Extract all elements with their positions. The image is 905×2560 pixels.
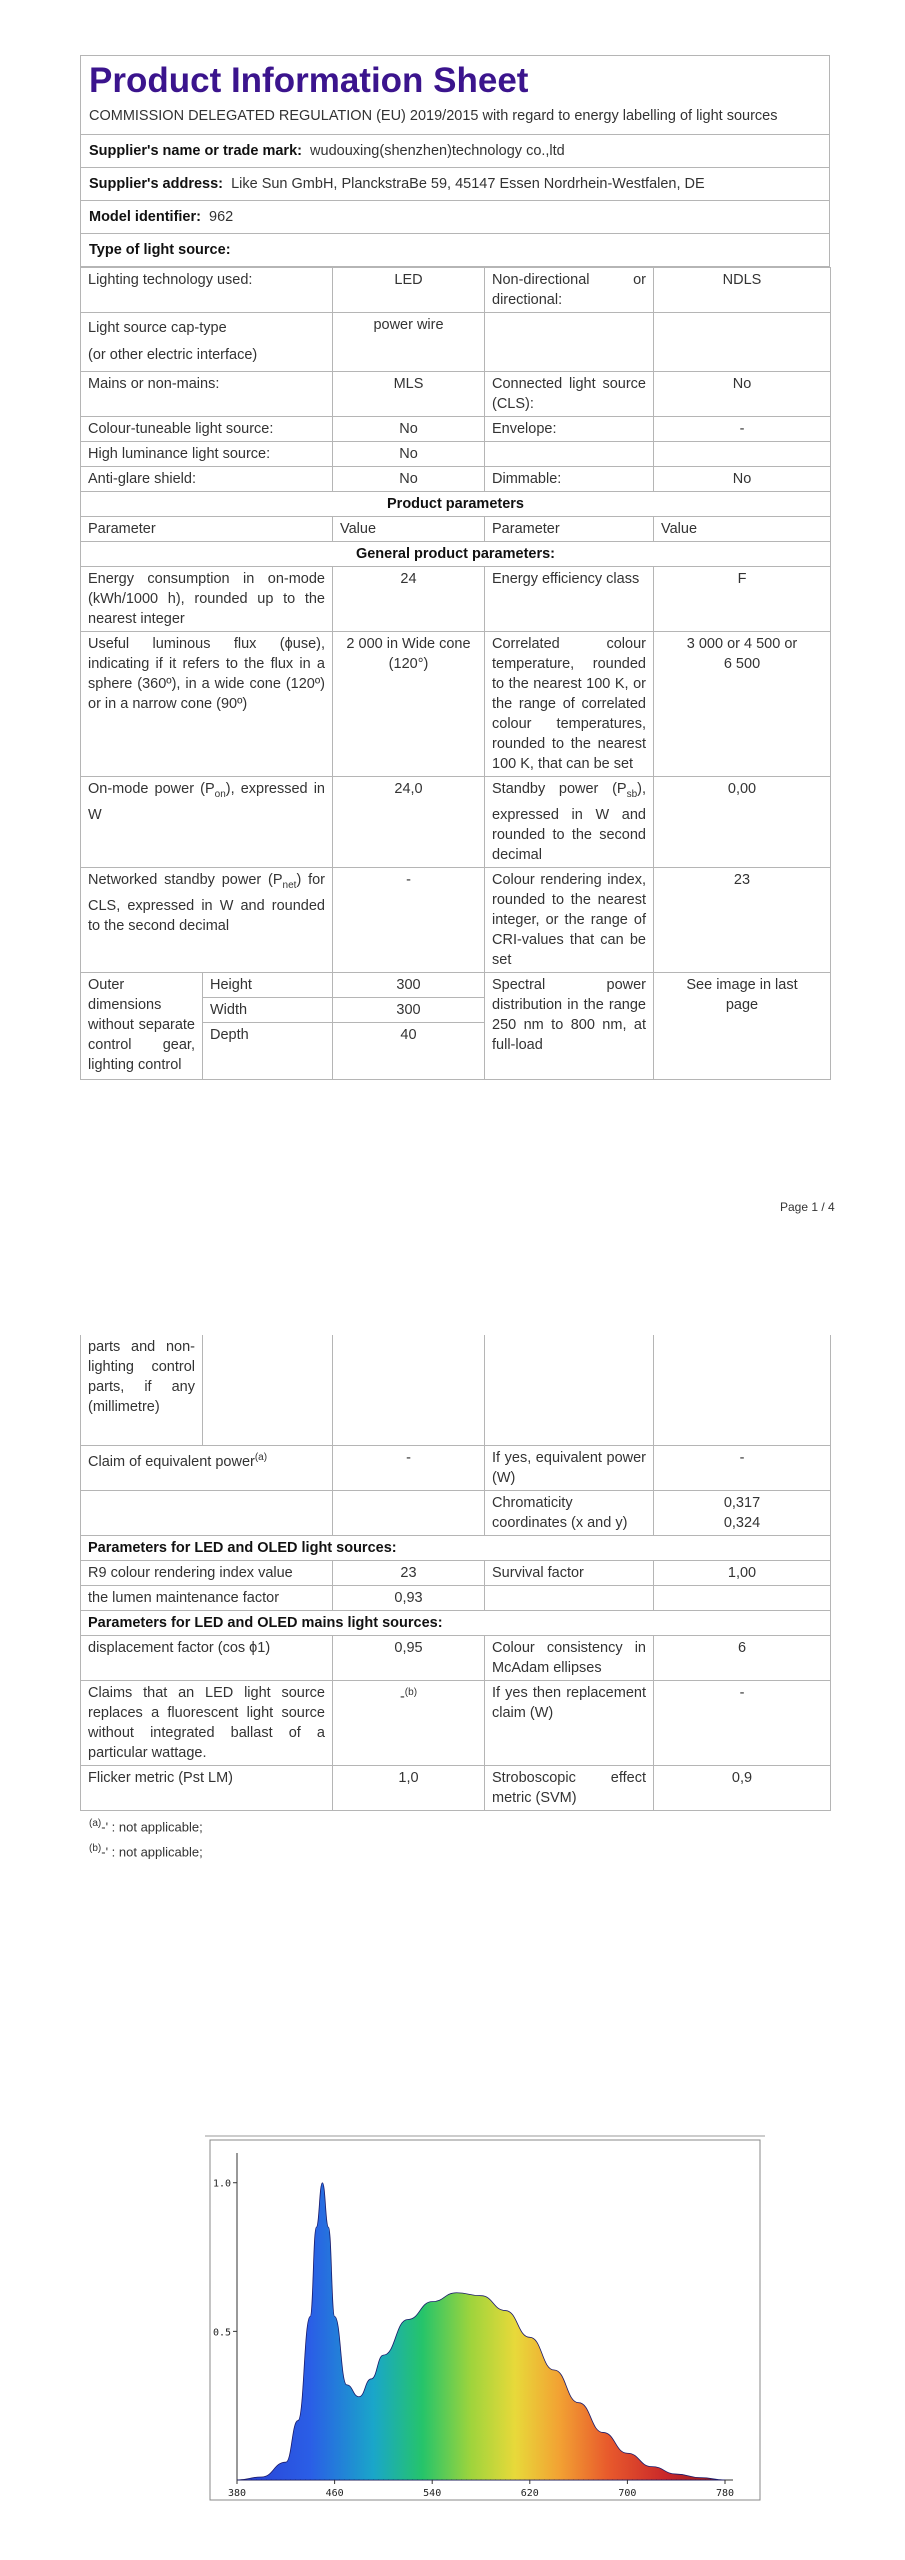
table-row	[81, 1681, 831, 1766]
onmode-power-value: 24,0	[333, 777, 485, 868]
spd-value: See image in last page	[654, 972, 831, 1079]
directional-label: Non-directional or directional:	[485, 268, 654, 313]
y-tick-label-1.0: 1.0	[212, 2178, 231, 2190]
empty-cell	[654, 1586, 831, 1611]
col-header-parameter: Parameter	[81, 517, 333, 542]
efficiency-class-value: F	[654, 567, 831, 632]
depth-value: 40	[333, 1022, 485, 1079]
dimmable-label: Dimmable:	[485, 467, 654, 492]
cls-value: No	[654, 372, 831, 417]
energy-consumption-label: Energy consumption in on-mode (kWh/1000 h), rounded up to the nearest integer	[81, 567, 333, 632]
colour-consistency-value: 6	[654, 1636, 831, 1681]
product-table-page1	[80, 267, 831, 1080]
table-row	[81, 1611, 831, 1636]
x-tick-label-460: 460	[325, 2488, 344, 2499]
table-row	[81, 567, 831, 632]
envelope-label: Envelope:	[485, 417, 654, 442]
empty-cell	[333, 1491, 485, 1536]
col-header-value: Value	[333, 517, 485, 542]
equivalent-power-label: If yes, equivalent power (W)	[485, 1446, 654, 1491]
model-identifier: 962	[209, 209, 234, 225]
general-params-heading: General product parameters:	[81, 542, 831, 567]
table-row	[81, 467, 831, 492]
antiglare-label: Anti-glare shield:	[81, 467, 333, 492]
flicker-metric-label: Flicker metric (Pst LM)	[81, 1766, 333, 1811]
chromaticity-value: 0,317 0,324	[654, 1491, 831, 1536]
empty-cell	[203, 1335, 333, 1446]
col-header-parameter: Parameter	[485, 517, 654, 542]
empty-cell	[654, 313, 831, 372]
product-table-page2	[80, 1335, 831, 1811]
table-row	[81, 777, 831, 868]
footnote-a: $^{(a)}$-' : not applicable;	[89, 1818, 203, 1835]
cct-value: 3 000 or 4 500 or 6 500	[654, 632, 831, 777]
dimmable-value: No	[654, 467, 831, 492]
led-params-heading: Parameters for LED and OLED light sources:	[81, 1536, 831, 1561]
supplier-address-row	[81, 168, 829, 201]
stroboscopic-label: Stroboscopic effect metric (SVM)	[485, 1766, 654, 1811]
page2-content	[80, 1335, 830, 1864]
replacement-claim-value: -	[654, 1681, 831, 1766]
supplier-name-row	[81, 135, 829, 168]
x-tick-label-540: 540	[423, 2488, 442, 2499]
standby-power-label: Standby power $(P_{sb})$, expressed in W and rounded to the second decimal	[485, 777, 654, 868]
empty-cell	[81, 1491, 333, 1536]
cct-label: Correlated colour temperature, rounded to the nearest 100 K, or the range of correlated colour temperatures, rounded to the nearest 100 K, that can be set	[485, 632, 654, 777]
cap-type-label: Light source cap-type (or other electric interface)	[81, 313, 333, 372]
mains-value: MLS	[333, 372, 485, 417]
supplier-address: Like Sun GmbH, PlanckstraBe 59, 45147 Essen Nordrhein-Westfalen, DE	[231, 176, 705, 192]
table-row	[81, 542, 831, 567]
table-row	[81, 1491, 831, 1536]
dimensions-label-continued: parts and non-lighting control parts, if any (millimetre)	[81, 1335, 203, 1446]
lumen-maintenance-value: 0,93	[333, 1586, 485, 1611]
equivalent-power-claim-value: -	[333, 1446, 485, 1491]
table-row	[81, 972, 831, 997]
x-tick-label-620: 620	[520, 2488, 539, 2499]
chart-plot-area	[213, 2153, 734, 2499]
table-row	[81, 372, 831, 417]
empty-cell	[333, 1335, 485, 1446]
equivalent-power-value: -	[654, 1446, 831, 1491]
survival-factor-value: 1,00	[654, 1561, 831, 1586]
empty-cell	[654, 1335, 831, 1446]
networked-standby-label: Networked standby power $(P_{net})$ for CLS, expressed in W and rounded to the second decimal	[81, 867, 333, 972]
fluorescent-claim-value: -$^{(b)}$	[333, 1681, 485, 1766]
supplier-name: wudouxing(shenzhen)technology co.,ltd	[310, 143, 565, 159]
empty-cell	[485, 442, 654, 467]
height-label: Height	[203, 972, 333, 997]
luminous-flux-value: 2 000 in Wide cone (120°)	[333, 632, 485, 777]
colour-consistency-label: Colour consistency in McAdam ellipses	[485, 1636, 654, 1681]
product-params-heading: Product parameters	[81, 492, 831, 517]
x-tick-label-700: 700	[618, 2488, 637, 2499]
survival-factor-label: Survival factor	[485, 1561, 654, 1586]
networked-standby-value: -	[333, 867, 485, 972]
x-tick-label-380: 380	[227, 2488, 247, 2499]
chromaticity-label: Chromaticity coordinates (x and y)	[485, 1491, 654, 1536]
lighting-tech-label: Lighting technology used:	[81, 268, 333, 313]
height-value: 300	[333, 972, 485, 997]
tuneable-value: No	[333, 417, 485, 442]
flicker-metric-value: 1,0	[333, 1766, 485, 1811]
table-row	[81, 313, 831, 372]
regulation-subtitle: COMMISSION DELEGATED REGULATION (EU) 2019/2015 with regard to energy labelling of light sources	[81, 106, 829, 135]
supplier-address-label: Supplier's address:	[89, 176, 223, 192]
tuneable-label: Colour-tuneable light source:	[81, 417, 333, 442]
table-row	[81, 632, 831, 777]
type-label: Type of light source:	[89, 242, 231, 258]
model-label: Model identifier:	[89, 209, 201, 225]
r9-label: R9 colour rendering index value	[81, 1561, 333, 1586]
empty-cell	[485, 313, 654, 372]
directional-value: NDLS	[654, 268, 831, 313]
cap-type-value: power wire	[333, 313, 485, 372]
table-row	[81, 1536, 831, 1561]
table-row	[81, 867, 831, 972]
displacement-factor-label: displacement factor (cos ϕ1)	[81, 1636, 333, 1681]
table-row	[81, 1636, 831, 1681]
table-row	[81, 1335, 831, 1446]
spectrum-area	[237, 2183, 725, 2480]
x-tick-label-780: 780	[715, 2488, 735, 2499]
y-tick-label-0.5: 0.5	[212, 2327, 231, 2339]
table-row	[81, 268, 831, 313]
col-header-value: Value	[654, 517, 831, 542]
model-row	[81, 201, 829, 234]
energy-consumption-value: 24	[333, 567, 485, 632]
spectrum-chart	[205, 2135, 765, 2505]
cls-label: Connected light source (CLS):	[485, 372, 654, 417]
mains-label: Mains or non-mains:	[81, 372, 333, 417]
type-heading-row	[81, 234, 829, 266]
replacement-claim-label: If yes then replacement claim (W)	[485, 1681, 654, 1766]
high-luminance-label: High luminance light source:	[81, 442, 333, 467]
page-title: Product Information Sheet	[89, 61, 529, 100]
footnotes	[80, 1813, 830, 1864]
luminous-flux-label: Useful luminous flux (ϕuse), indicating if it refers to the flux in a sphere (360º), in a wide cone (120º) or in a narrow cone (90º)	[81, 632, 333, 777]
table-row	[81, 417, 831, 442]
supplier-name-label: Supplier's name or trade mark:	[89, 143, 302, 159]
table-row	[81, 1586, 831, 1611]
cri-value: 23	[654, 867, 831, 972]
table-row	[81, 492, 831, 517]
lumen-maintenance-label: the lumen maintenance factor	[81, 1586, 333, 1611]
envelope-value: -	[654, 417, 831, 442]
page-number: Page 1 / 4	[780, 1200, 835, 1214]
efficiency-class-label: Energy efficiency class	[485, 567, 654, 632]
cri-label: Colour rendering index, rounded to the nearest integer, or the range of CRI-values that can be set	[485, 867, 654, 972]
table-row	[81, 1561, 831, 1586]
table-row	[81, 1766, 831, 1811]
width-label: Width	[203, 997, 333, 1022]
displacement-factor-value: 0,95	[333, 1636, 485, 1681]
dimensions-label: Outer dimensions without separate control gear, lighting control	[81, 972, 203, 1079]
table-row	[81, 442, 831, 467]
high-luminance-value: No	[333, 442, 485, 467]
stroboscopic-value: 0,9	[654, 1766, 831, 1811]
antiglare-value: No	[333, 467, 485, 492]
lighting-tech-value: LED	[333, 268, 485, 313]
empty-cell	[485, 1586, 654, 1611]
empty-cell	[485, 1335, 654, 1446]
empty-cell	[654, 442, 831, 467]
header-box	[80, 55, 830, 1080]
depth-label: Depth	[203, 1022, 333, 1079]
standby-power-value: 0,00	[654, 777, 831, 868]
onmode-power-label: On-mode power $(P_{on})$, expressed in W	[81, 777, 333, 868]
fluorescent-claim-label: Claims that an LED light source replaces a fluorescent light source without integrated ballast of a particular wattage.	[81, 1681, 333, 1766]
table-header-row	[81, 517, 831, 542]
spd-label: Spectral power distribution in the range 250 nm to 800 nm, at full-load	[485, 972, 654, 1079]
width-value: 300	[333, 997, 485, 1022]
table-row	[81, 1446, 831, 1491]
led-mains-params-heading: Parameters for LED and OLED mains light sources:	[81, 1611, 831, 1636]
spectrum-chart-svg	[205, 2135, 765, 2505]
footnote-b: $^{(b)}$-' : not applicable;	[89, 1843, 203, 1860]
equivalent-power-claim-label: Claim of equivalent power$^{(a)}$	[81, 1446, 333, 1491]
r9-value: 23	[333, 1561, 485, 1586]
